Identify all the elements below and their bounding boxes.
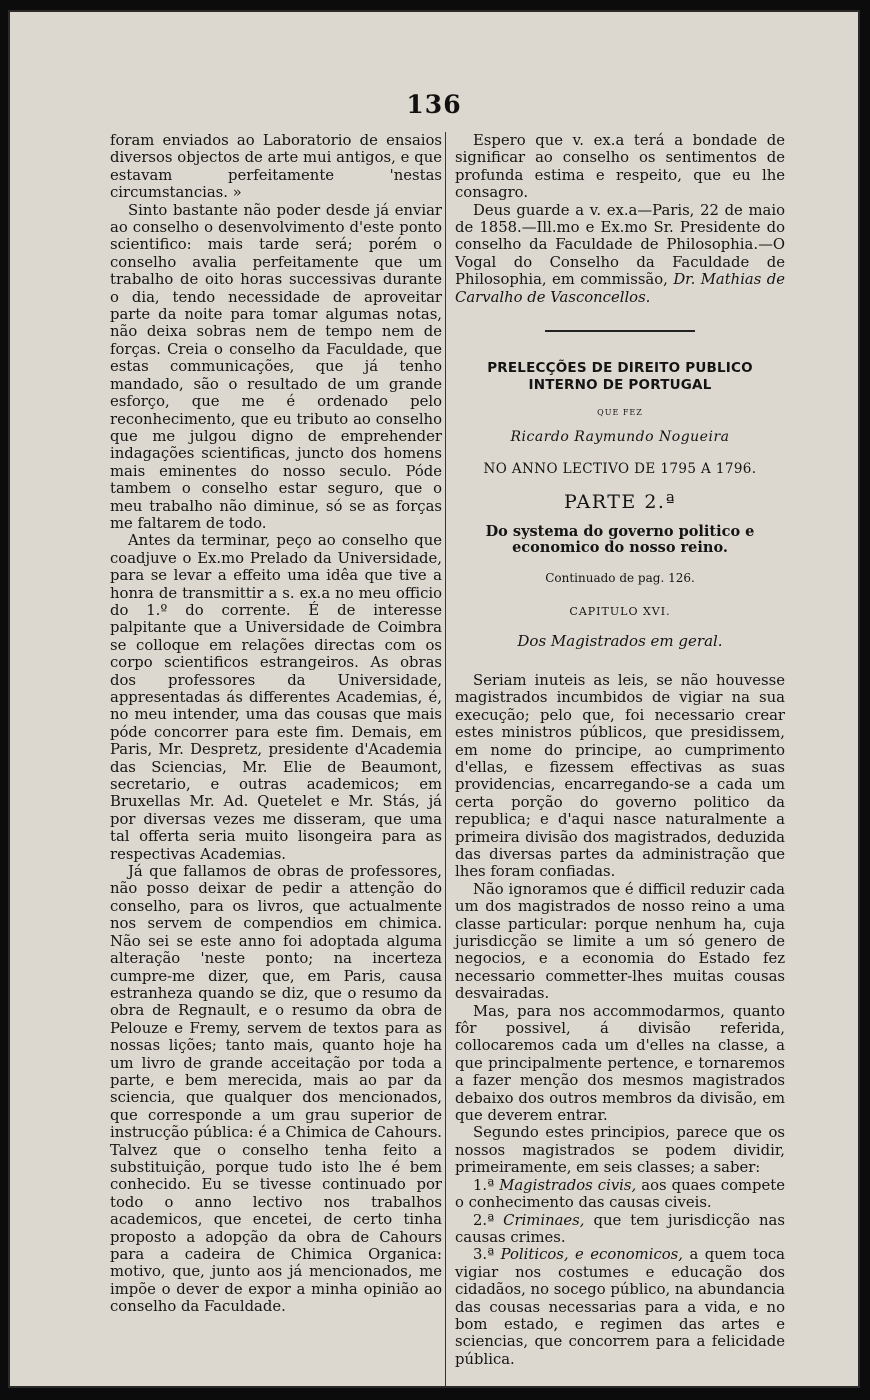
article-title: PRELECÇÕES DE DIREITO PUBLICO INTERNO DE PORTUGAL xyxy=(487,360,753,394)
article-subject: Do systema do governo politico e economico do nosso reino. xyxy=(485,522,755,556)
section-rule xyxy=(545,330,695,332)
right-column xyxy=(455,132,785,1368)
list-item-term: Criminaes, xyxy=(503,1211,585,1229)
list-item-number: 2.ª xyxy=(473,1211,495,1229)
list-item xyxy=(455,1212,785,1247)
list-item-number: 3.ª xyxy=(473,1246,495,1264)
paragraph: Já que fallamos de obras de professores, não posso deixar de pedir a attenção do conselho, para os livros, que actualmente nos servem de compendios em chimica. Não sei se este anno foi adoptada alguma alteração 'neste ponto; na incerteza cumpre-me dizer, que, em Paris, causa estranheza quando se diz, que o resumo da obra de Regnault, e o resumo da obra de Pelouze e Fremy, servem de textos para as nossas lições; tanto mais, quanto hoje ha um livro de grande acceitação por toda a parte, e bem merecida, mais ao par da sciencia, que qualquer dos mencionados, que corresponde a um grau superior de instrucção pública: é a Chimica de Cahours. Talvez que o conselho tenha feito a substituição, porque tudo isto lhe é bem conhecido. Eu se tivesse continuado por todo o anno lectivo nos trabalhos academicos, que encetei, de certo tinha proposto a adopção da obra de Cahours para a cadeira de Chimica Organica: motivo, que, junto aos já mencionados, me impõe o dever de expor a minha opinião ao conselho da Faculdade. xyxy=(110,863,442,1316)
article-author: Ricardo Raymundo Nogueira xyxy=(510,429,730,446)
article-section: Dos Magistrados em geral. xyxy=(517,631,723,650)
list-item-term: Politicos, e economicos, xyxy=(500,1246,683,1264)
list-item xyxy=(455,1177,785,1212)
list-item xyxy=(455,1246,785,1368)
paragraph: foram enviados ao Laboratorio de ensaios diversos objectos de arte mui antigos, e que estavam perfeitamente 'nestas circumstancias. » xyxy=(110,132,442,202)
paragraph: Antes da terminar, peço ao conselho que coadjuve o Ex.mo Prelado da Universidade, para se levar a effeito uma idêa que tive a honra de transmittir a s. ex.a no meu officio do 1.º do corrente. É de interesse palpitante que a Universidade de Coimbra se colloque em relações directas com os corpo scientificos estrangeiros. As obras dos professores da Universidade, appresentadas ás differentes Academias, é, no meu intender, uma das cousas que mais póde concorrer para este fim. Demais, em Paris, Mr. Despretz, presidente d'Academia das Sciencias, Mr. Elie de Beaumont, secretario, e outras academicos; em Bruxellas Mr. Ad. Quetelet e Mr. Stás, já por diversas vezes me disseram, que uma tal offerta seria muito lisongeira para as respectivas Academias. xyxy=(110,532,442,863)
letter-close-paragraph xyxy=(455,202,785,306)
letter-close-paragraph: Espero que v. ex.a terá a bondade de significar ao conselho os sentimentos de profunda estima e respeito, que eu lhe consagro. xyxy=(455,132,785,202)
letter-close-text: Deus guarde a v. ex.a—Paris, 22 de maio de 1858.—Ill.mo e Ex.mo Sr. Presidente do conselho da Faculdade de Philosophia.—O Vogal do Conselho da Faculdade de Philosophia, em commissão, xyxy=(455,201,785,289)
list-item-term: Magistrados civis, xyxy=(499,1176,637,1194)
article-continued: Continuado de pag. 126. xyxy=(545,570,695,585)
list-item-text: aos quaes compete o conhecimento das causas civeis. xyxy=(455,1176,785,1212)
paragraph: Segundo estes principios, parece que os nossos magistrados se podem dividir, primeiramente, em seis classes; a saber: xyxy=(455,1124,785,1177)
article-que-fez: QUE FEZ xyxy=(597,408,643,418)
column-divider xyxy=(445,132,446,1388)
paragraph: Sinto bastante não poder desde já enviar ao conselho o desenvolvimento d'este ponto scientifico: mais tarde será; porém o conselho avalia perfeitamente que um trabalho de oito horas successivas durante o dia, tendo necessidade de aproveitar parte da noite para tomar algumas notas, não deixa sobras nem de tempo nem de forças. Creia o conselho da Faculdade, que estas communicações, que já tenho mandado, são o resultado de um grande esforço, que me é ordenado pelo reconhecimento, que eu tributo ao conselho que me julgou digno de emprehender indagações scientificas, juncto dos homens mais eminentes do nosso seculo. Póde tambem o conselho estar seguro, que o meu trabalho não diminue, só se as forças me faltarem de todo. xyxy=(110,201,442,532)
list-item-text: que tem jurisdicção nas causas crimes. xyxy=(455,1211,785,1246)
paragraph: Seriam inuteis as leis, se não houvesse magistrados incumbidos de vigiar na sua execução; pelo que, foi necessario crear estes ministros públicos, que presidissem, em nome do principe, ao cumprimento d'ellas, e fizessem effectivas as suas providencias, encarregando-se a cada um certa porção do governo politico da republica; e d'aqui nasce naturalmente a primeira divisão dos magistrados, deduzida das diversas partes da administração que lhes foram confiadas. xyxy=(455,671,785,881)
list-item-text: a quem toca vigiar nos costumes e educação dos cidadãos, no socego público, na abundancia das cousas necessarias para a vida, e no bom estado, e regimen das artes e sciencias, que concorrem para a felicidade pública. xyxy=(455,1246,785,1368)
list-item-number: 1.ª xyxy=(473,1176,495,1194)
article-year-line: NO ANNO LECTIVO DE 1795 A 1796. xyxy=(483,460,757,477)
paragraph: Não ignoramos que é difficil reduzir cada um dos magistrados de nosso reino a uma classe particular: porque nenhum ha, cuja jurisdicção se limite a um só genero de negocios, e a economia do Estado fez necessario commetter-lhes muitas cousas desvairadas. xyxy=(455,880,785,1003)
paragraph: Mas, para nos accommodarmos, quanto fôr possivel, á divisão referida, collocaremos cada um d'elles na classe, a que principalmente pertence, e tornaremos a fazer menção dos mesmos magistrados debaixo dos outros membros da divisão, em que deverem entrar. xyxy=(455,1002,785,1125)
article-part: PARTE 2.ª xyxy=(564,491,676,514)
signature: Dr. Mathias de Carvalho de Vasconcellos. xyxy=(455,271,785,306)
page-number: 136 xyxy=(406,90,462,119)
article-chapter: CAPITULO XVI. xyxy=(569,605,671,619)
left-column xyxy=(110,132,442,1316)
newspaper-page xyxy=(8,10,860,1388)
